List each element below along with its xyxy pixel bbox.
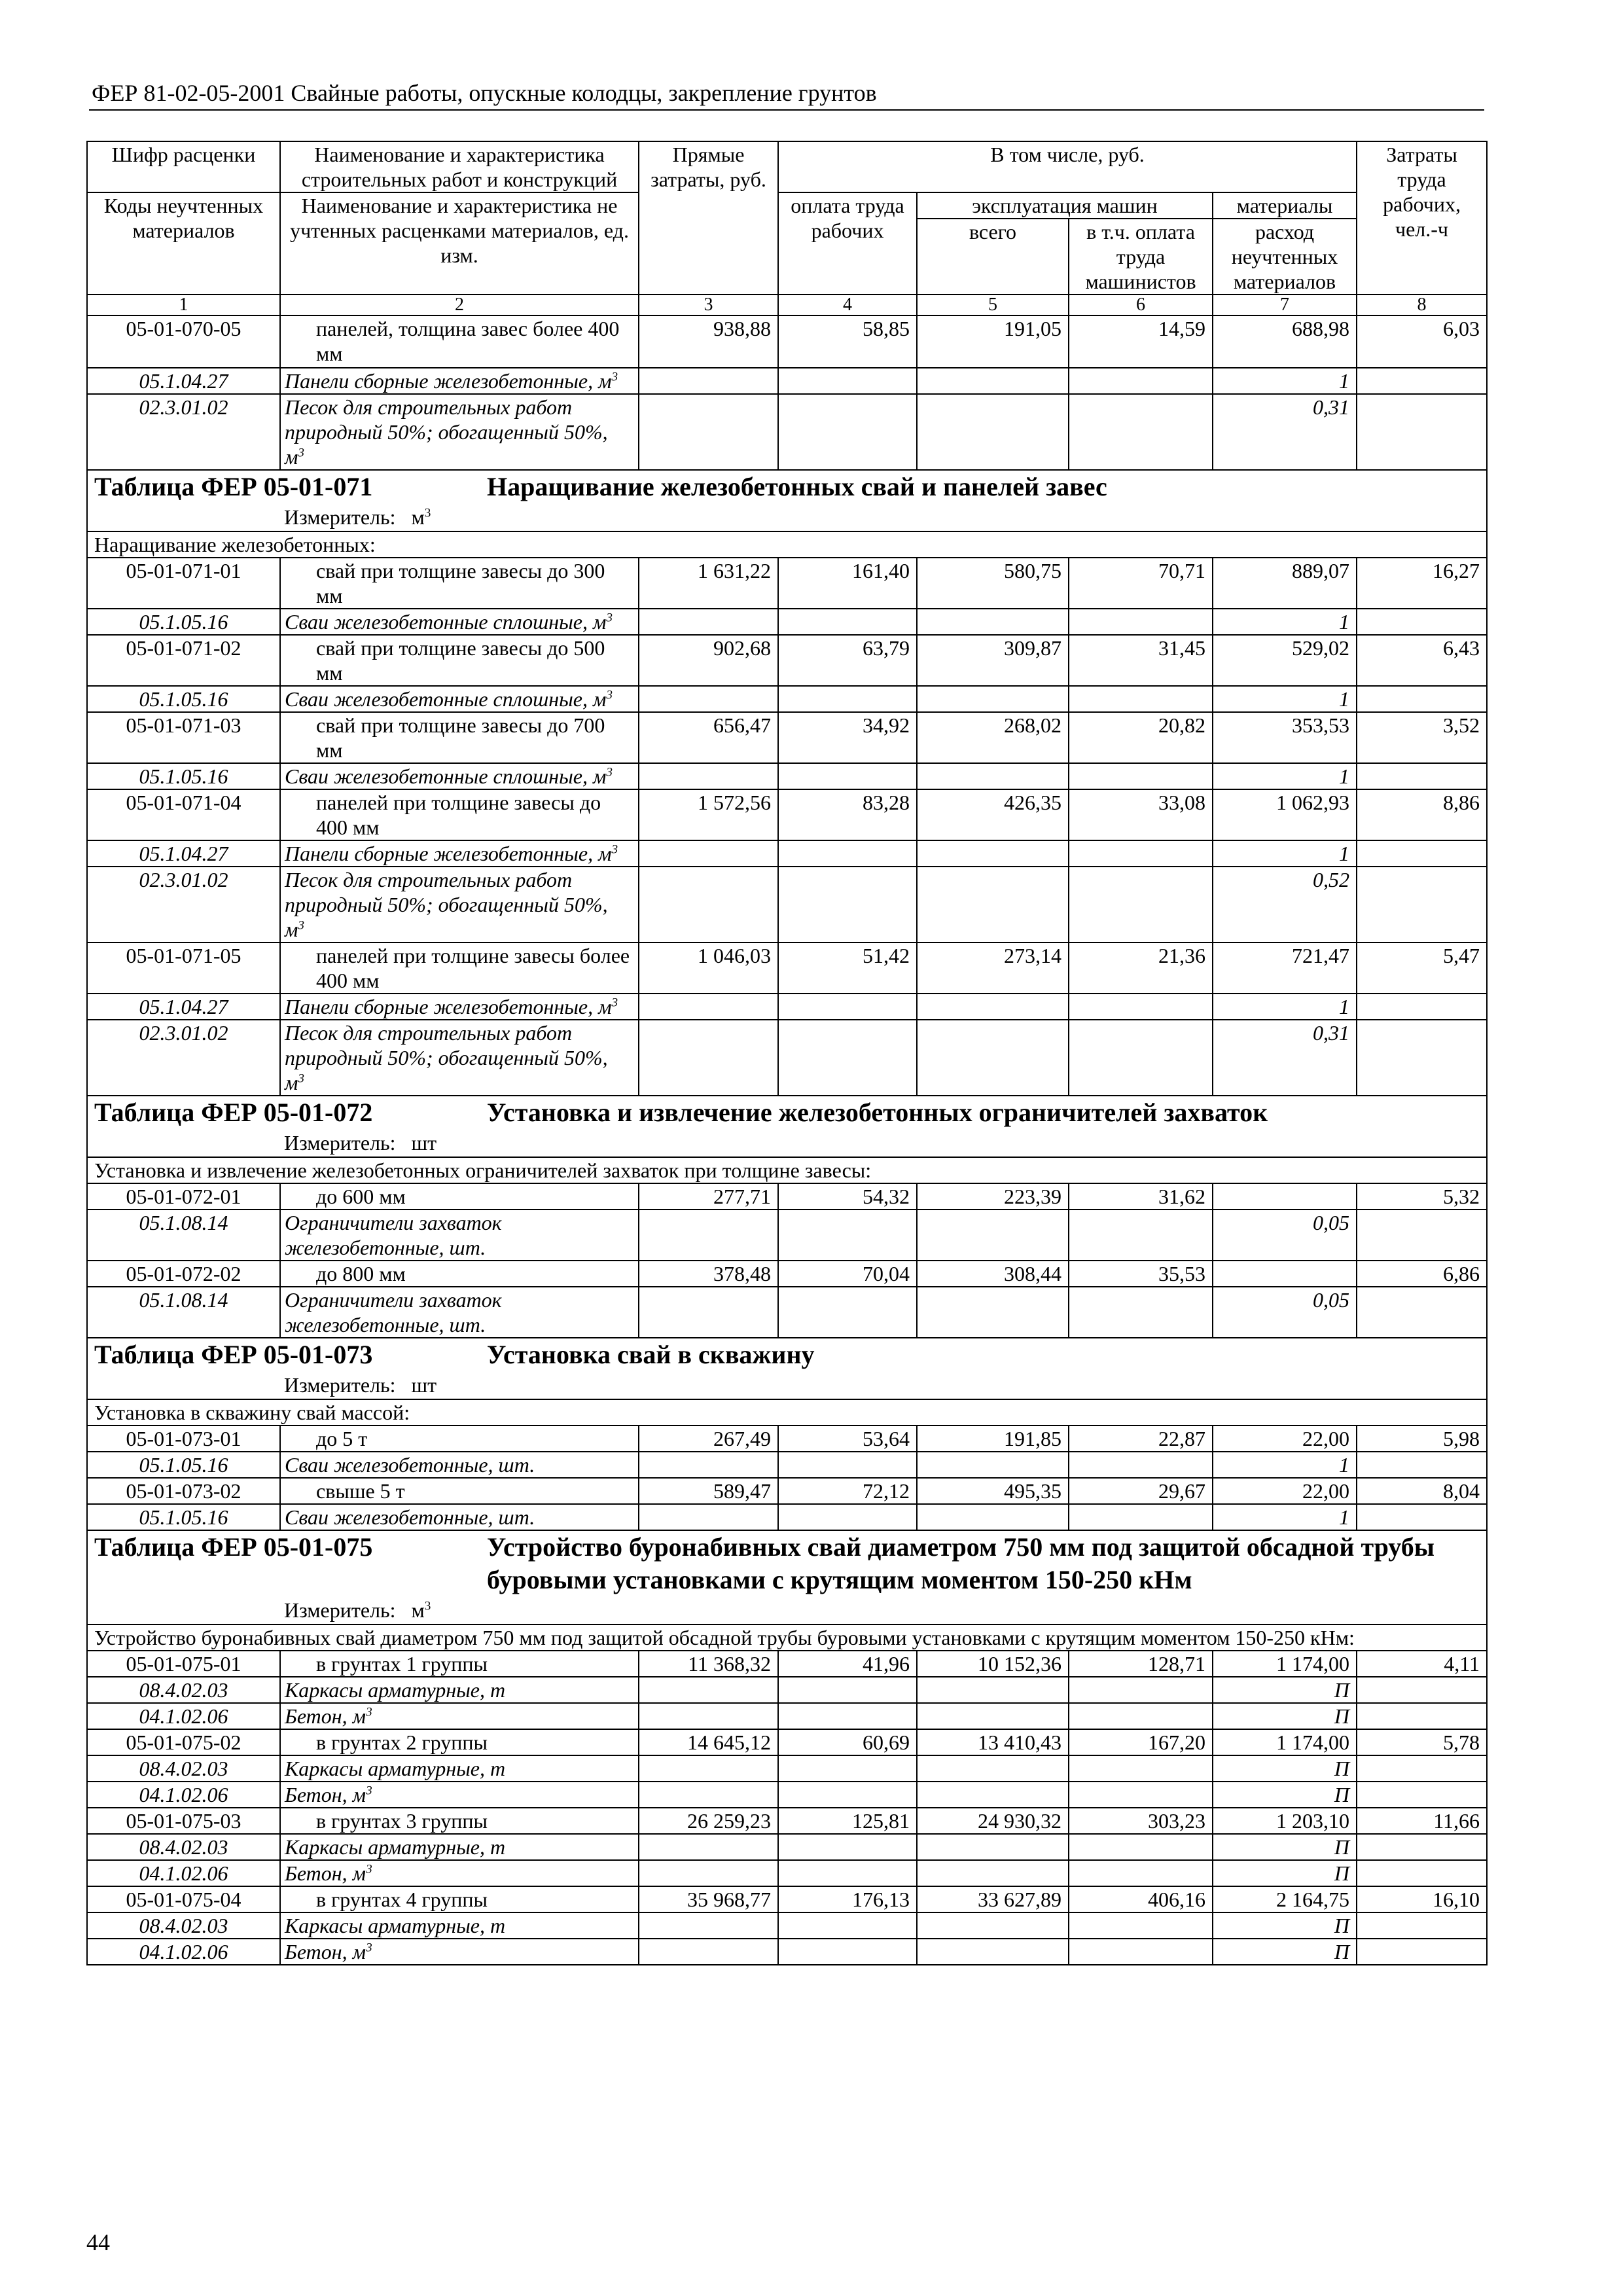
table-section-073 [87,1338,1487,1399]
material-name: Сваи железобетонные сплошные, $м^3$ [280,763,639,789]
labor: 11,66 [1357,1808,1487,1834]
col-num-3: 3 [639,295,778,315]
material-row [87,1677,1487,1703]
wages: 161,40 [778,558,917,609]
material-qty: 1 [1213,763,1357,789]
wages: 70,04 [778,1261,917,1287]
machines-total: 495,35 [917,1478,1069,1504]
rate-code: 05-01-071-04 [87,789,280,840]
machinist-wages: 33,08 [1069,789,1213,840]
rate-code: 05-01-071-02 [87,635,280,686]
material-row [87,686,1487,712]
table-row [87,635,1487,686]
material-row [87,867,1487,942]
machinist-wages: 29,67 [1069,1478,1213,1504]
material-name: Песок для строительных работ природный 50%; обогащенный 50%, $м^3$ [280,1020,639,1096]
machinist-wages: 128,71 [1069,1651,1213,1677]
material-code: 08.4.02.03 [87,1834,280,1860]
rate-name: свай при толщине завесы до 300 мм [280,558,639,609]
table-row [87,1261,1487,1287]
material-qty: 1 [1213,840,1357,867]
materials: 688,98 [1213,315,1357,368]
price-table [86,141,1488,1965]
material-code: 05.1.05.16 [87,1504,280,1530]
materials: 22,00 [1213,1478,1357,1504]
group-heading: Наращивание железобетонных: [87,531,1487,558]
group-heading: Устройство буронабивных свай диаметром 750 мм под защитой обсадной трубы буровыми установками с крутящим моментом 150-250 кНм: [87,1624,1487,1651]
wages: 63,79 [778,635,917,686]
materials: 1 203,10 [1213,1808,1357,1834]
rate-name: свыше 5 т [280,1478,639,1504]
machinist-wages: 31,45 [1069,635,1213,686]
direct-cost: 378,48 [639,1261,778,1287]
col-wages: оплата труда рабочих [778,192,917,295]
labor: 5,78 [1357,1729,1487,1755]
direct-cost: 11 368,32 [639,1651,778,1677]
machines-total: 191,85 [917,1426,1069,1452]
direct-cost: 1 046,03 [639,942,778,994]
col-num-4: 4 [778,295,917,315]
rate-code: 05-01-073-02 [87,1478,280,1504]
rate-name: до 600 мм [280,1183,639,1210]
table-row [87,1651,1487,1677]
col-name-top: Наименование и характеристика строительных работ и конструкций [280,141,639,192]
running-header: ФЕР 81-02-05-2001 Свайные работы, опускные колодцы, закрепление грунтов [92,80,877,106]
machines-total: 24 930,32 [917,1808,1069,1834]
material-name: Бетон, $м^3$ [280,1939,639,1965]
rate-code: 05-01-075-02 [87,1729,280,1755]
machines-total: 308,44 [917,1261,1069,1287]
column-numbers-row [87,295,1487,315]
material-code: 08.4.02.03 [87,1755,280,1782]
material-row [87,840,1487,867]
table-row [87,712,1487,763]
labor: 8,86 [1357,789,1487,840]
labor: 16,27 [1357,558,1487,609]
col-mat-unaccounted: расход неучтенных материалов [1213,219,1357,295]
material-qty: 1 [1213,686,1357,712]
direct-cost: 656,47 [639,712,778,763]
machines-total: 268,02 [917,712,1069,763]
material-row [87,1504,1487,1530]
col-code-top: Шифр расценки [87,141,280,192]
rate-name: свай при толщине завесы до 500 мм [280,635,639,686]
material-qty: 0,52 [1213,867,1357,942]
machinist-wages: 14,59 [1069,315,1213,368]
material-qty: 1 [1213,994,1357,1020]
col-mach-wages: в т.ч. оплата труда машинистов [1069,219,1213,295]
rate-name: панелей, толщина завес более 400 мм [280,315,639,368]
labor: 6,86 [1357,1261,1487,1287]
labor: 16,10 [1357,1886,1487,1912]
header-row-2 [87,192,1487,219]
col-num-2: 2 [280,295,639,315]
measure: Измеритель: шт [284,1131,437,1155]
material-name: Песок для строительных работ природный 50%; обогащенный 50%, $м^3$ [280,394,639,470]
col-labor: Затраты труда рабочих, чел.-ч [1357,141,1487,295]
machinist-wages: 20,82 [1069,712,1213,763]
table-row [87,942,1487,994]
col-mach-total: всего [917,219,1069,295]
material-qty: П [1213,1677,1357,1703]
labor: 8,04 [1357,1478,1487,1504]
labor: 3,52 [1357,712,1487,763]
col-num-8: 8 [1357,295,1487,315]
group-heading: Установка и извлечение железобетонных ограничителей захваток при толщине завесы: [87,1157,1487,1183]
material-qty: П [1213,1703,1357,1729]
material-code: 04.1.02.06 [87,1939,280,1965]
rate-code: 05-01-072-01 [87,1183,280,1210]
machines-total: 580,75 [917,558,1069,609]
table-section-075 [87,1530,1487,1624]
materials: 22,00 [1213,1426,1357,1452]
wages: 58,85 [778,315,917,368]
material-name: Панели сборные железобетонные, $м^3$ [280,994,639,1020]
material-qty: 1 [1213,1452,1357,1478]
labor: 5,32 [1357,1183,1487,1210]
col-direct: Прямые затраты, руб. [639,141,778,295]
materials [1213,1183,1357,1210]
measure: Измеритель: $м^3$ [284,1598,431,1622]
machines-total: 309,87 [917,635,1069,686]
table-row [87,315,1487,368]
rate-code: 05-01-071-05 [87,942,280,994]
table-name: Установка и извлечение железобетонных ограничителей захваток [487,1098,1268,1127]
materials [1213,1261,1357,1287]
rate-code: 05-01-073-01 [87,1426,280,1452]
material-code: 05.1.05.16 [87,1452,280,1478]
table-row [87,1729,1487,1755]
machinist-wages: 31,62 [1069,1183,1213,1210]
wages: 83,28 [778,789,917,840]
materials: 353,53 [1213,712,1357,763]
wages: 54,32 [778,1183,917,1210]
material-name: Сваи железобетонные, шт. [280,1504,639,1530]
table-row [87,1808,1487,1834]
material-code: 05.1.08.14 [87,1287,280,1338]
material-row [87,394,1487,470]
table-row [87,1183,1487,1210]
rate-name: в грунтах 1 группы [280,1651,639,1677]
table-name: Установка свай в скважину [487,1340,815,1369]
material-name: Сваи железобетонные, шт. [280,1452,639,1478]
direct-cost: 267,49 [639,1426,778,1452]
materials: 2 164,75 [1213,1886,1357,1912]
header-rule [89,109,1484,111]
materials: 1 062,93 [1213,789,1357,840]
table-name: Наращивание железобетонных свай и панелей завес [487,472,1107,501]
measure: Измеритель: $м^3$ [284,505,431,529]
machines-total: 273,14 [917,942,1069,994]
material-row [87,1912,1487,1939]
material-row [87,994,1487,1020]
wages: 34,92 [778,712,917,763]
machinist-wages: 167,20 [1069,1729,1213,1755]
material-name: Каркасы арматурные, т [280,1677,639,1703]
material-qty: П [1213,1912,1357,1939]
col-num-6: 6 [1069,295,1213,315]
material-code: 02.3.01.02 [87,394,280,470]
material-row [87,1834,1487,1860]
rate-name: до 5 т [280,1426,639,1452]
machinist-wages: 303,23 [1069,1808,1213,1834]
table-row [87,1426,1487,1452]
machines-total: 223,39 [917,1183,1069,1210]
labor: 5,47 [1357,942,1487,994]
material-row [87,1020,1487,1096]
machines-total: 33 627,89 [917,1886,1069,1912]
machines-total: 13 410,43 [917,1729,1069,1755]
material-name: Бетон, $м^3$ [280,1782,639,1808]
rate-code: 05-01-075-03 [87,1808,280,1834]
direct-cost: 14 645,12 [639,1729,778,1755]
rate-code: 05-01-075-01 [87,1651,280,1677]
machinist-wages: 70,71 [1069,558,1213,609]
rate-code: 05-01-071-03 [87,712,280,763]
material-name: Песок для строительных работ природный 50%; обогащенный 50%, $м^3$ [280,867,639,942]
wages: 60,69 [778,1729,917,1755]
table-row [87,558,1487,609]
material-code: 04.1.02.06 [87,1703,280,1729]
table-row [87,1886,1487,1912]
material-code: 04.1.02.06 [87,1860,280,1886]
material-code: 05.1.05.16 [87,609,280,635]
page-number: 44 [86,2229,110,2255]
material-qty: 1 [1213,368,1357,394]
material-code: 08.4.02.03 [87,1912,280,1939]
material-name: Каркасы арматурные, т [280,1834,639,1860]
materials: 1 174,00 [1213,1729,1357,1755]
material-name: Каркасы арматурные, т [280,1755,639,1782]
wages: 51,42 [778,942,917,994]
material-row [87,1287,1487,1338]
material-code: 05.1.04.27 [87,368,280,394]
material-row [87,1210,1487,1261]
material-row [87,1755,1487,1782]
material-code: 08.4.02.03 [87,1677,280,1703]
direct-cost: 589,47 [639,1478,778,1504]
material-qty: 0,05 [1213,1287,1357,1338]
group-heading: Установка в скважину свай массой: [87,1399,1487,1426]
rate-name: в грунтах 4 группы [280,1886,639,1912]
material-code: 05.1.08.14 [87,1210,280,1261]
material-code: 05.1.05.16 [87,686,280,712]
rate-code: 05-01-075-04 [87,1886,280,1912]
machines-total: 10 152,36 [917,1651,1069,1677]
material-name: Ограничители захваток железобетонные, шт. [280,1210,639,1261]
table-id: Таблица ФЕР 05-01-075 [94,1532,373,1562]
col-code-bottom: Коды неучтенных материалов [87,192,280,295]
machinist-wages: 21,36 [1069,942,1213,994]
material-name: Каркасы арматурные, т [280,1912,639,1939]
material-row [87,368,1487,394]
table-row [87,1478,1487,1504]
rate-code: 05-01-071-01 [87,558,280,609]
material-qty: 1 [1213,609,1357,635]
material-row [87,763,1487,789]
material-qty: П [1213,1860,1357,1886]
materials: 721,47 [1213,942,1357,994]
wages: 72,12 [778,1478,917,1504]
rate-name: в грунтах 3 группы [280,1808,639,1834]
material-name: Ограничители захваток железобетонные, шт. [280,1287,639,1338]
wages: 176,13 [778,1886,917,1912]
material-code: 05.1.04.27 [87,994,280,1020]
rate-code: 05-01-070-05 [87,315,280,368]
rate-name: панелей при толщине завесы до 400 мм [280,789,639,840]
material-qty: П [1213,1782,1357,1808]
machines-total: 426,35 [917,789,1069,840]
col-incl: В том числе, руб. [778,141,1357,192]
labor: 6,03 [1357,315,1487,368]
labor: 4,11 [1357,1651,1487,1677]
col-num-5: 5 [917,295,1069,315]
material-code: 05.1.05.16 [87,763,280,789]
material-qty: П [1213,1755,1357,1782]
direct-cost: 277,71 [639,1183,778,1210]
col-name-bottom: Наименование и характеристика не учтенных расценками материалов, ед. изм. [280,192,639,295]
material-name: Панели сборные железобетонные, $м^3$ [280,840,639,867]
material-code: 05.1.04.27 [87,840,280,867]
material-qty: 0,31 [1213,1020,1357,1096]
materials: 889,07 [1213,558,1357,609]
rate-code: 05-01-072-02 [87,1261,280,1287]
material-code: 02.3.01.02 [87,1020,280,1096]
table-section-071 [87,470,1487,531]
material-code: 02.3.01.02 [87,867,280,942]
wages: 53,64 [778,1426,917,1452]
table-section-072 [87,1096,1487,1157]
wages: 41,96 [778,1651,917,1677]
material-name: Бетон, $м^3$ [280,1703,639,1729]
rate-name: в грунтах 2 группы [280,1729,639,1755]
materials: 529,02 [1213,635,1357,686]
table-id: Таблица ФЕР 05-01-071 [94,472,373,501]
col-materials: материалы [1213,192,1357,219]
table-id: Таблица ФЕР 05-01-073 [94,1340,373,1369]
material-qty: 1 [1213,1504,1357,1530]
direct-cost: 1 572,56 [639,789,778,840]
rate-name: панелей при толщине завесы более 400 мм [280,942,639,994]
material-name: Бетон, $м^3$ [280,1860,639,1886]
material-row [87,1782,1487,1808]
machinist-wages: 35,53 [1069,1261,1213,1287]
rate-name: до 800 мм [280,1261,639,1287]
material-qty: 0,31 [1213,394,1357,470]
material-qty: П [1213,1834,1357,1860]
direct-cost: 902,68 [639,635,778,686]
rate-name: свай при толщине завесы до 700 мм [280,712,639,763]
measure: Измеритель: шт [284,1373,437,1397]
material-row [87,609,1487,635]
col-num-7: 7 [1213,295,1357,315]
machinist-wages: 22,87 [1069,1426,1213,1452]
labor: 6,43 [1357,635,1487,686]
material-row [87,1860,1487,1886]
labor: 5,98 [1357,1426,1487,1452]
material-qty: П [1213,1939,1357,1965]
materials: 1 174,00 [1213,1651,1357,1677]
table-row [87,789,1487,840]
direct-cost: 1 631,22 [639,558,778,609]
direct-cost: 26 259,23 [639,1808,778,1834]
material-name: Сваи железобетонные сплошные, $м^3$ [280,609,639,635]
material-name: Сваи железобетонные сплошные, $м^3$ [280,686,639,712]
col-machines: эксплуатация машин [917,192,1213,219]
table-id: Таблица ФЕР 05-01-072 [94,1098,373,1127]
material-row [87,1703,1487,1729]
wages: 125,81 [778,1808,917,1834]
machinist-wages: 406,16 [1069,1886,1213,1912]
material-qty: 0,05 [1213,1210,1357,1261]
direct-cost: 35 968,77 [639,1886,778,1912]
machines-total: 191,05 [917,315,1069,368]
material-row [87,1452,1487,1478]
table-name: Устройство буронабивных свай диаметром 750 мм под защитой обсадной трубы буровыми установками с крутящим моментом 150-250 кНм [487,1532,1435,1594]
material-row [87,1939,1487,1965]
material-name: Панели сборные железобетонные, $м^3$ [280,368,639,394]
material-code: 04.1.02.06 [87,1782,280,1808]
direct-cost: 938,88 [639,315,778,368]
header-row-1 [87,141,1487,192]
col-num-1: 1 [87,295,280,315]
